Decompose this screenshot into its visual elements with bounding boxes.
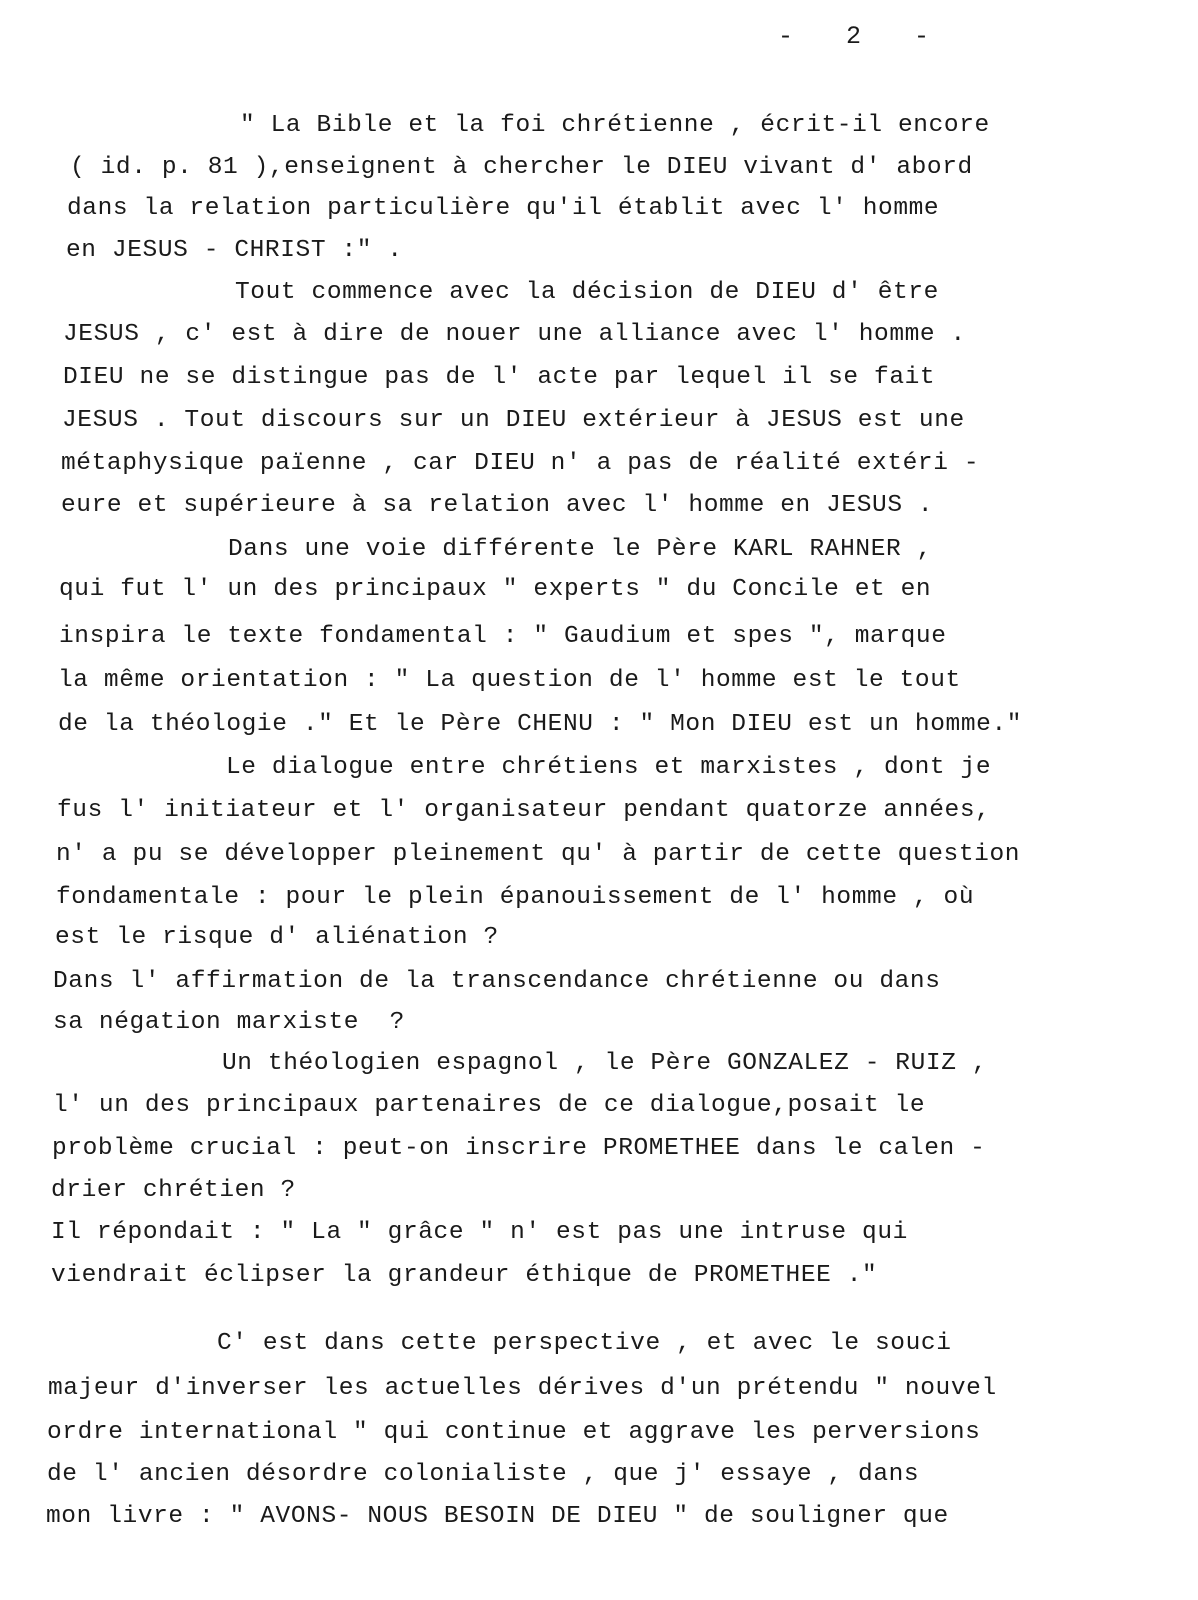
text-line: drier chrétien ? — [51, 1177, 296, 1204]
page-number: - 2 - — [778, 22, 932, 51]
text-line: JESUS , c' est à dire de nouer une alliance avec l' homme . — [63, 321, 966, 348]
text-line: l' un des principaux partenaires de ce dialogue,posait le — [53, 1092, 926, 1119]
text-line: Un théologien espagnol , le Père GONZALEZ - RUIZ , — [222, 1050, 988, 1077]
text-line: DIEU ne se distingue pas de l' acte par lequel il se fait — [63, 364, 936, 391]
text-line: JESUS . Tout discours sur un DIEU extérieur à JESUS est une — [62, 407, 965, 434]
text-line: qui fut l' un des principaux " experts " du Concile et en — [59, 576, 932, 603]
text-line: ordre international " qui continue et aggrave les perversions — [47, 1419, 981, 1446]
text-line: est le risque d' aliénation ? — [55, 924, 499, 951]
text-line: dans la relation particulière qu'il établit avec l' homme — [67, 195, 940, 222]
text-line: problème crucial : peut-on inscrire PROMETHEE dans le calen - — [52, 1135, 986, 1162]
text-line: inspira le texte fondamental : " Gaudium et spes ", marque — [59, 623, 947, 650]
text-line: la même orientation : " La question de l' homme est le tout — [58, 667, 961, 694]
text-line: viendrait éclipser la grandeur éthique de PROMETHEE ." — [51, 1262, 878, 1289]
text-line: majeur d'inverser les actuelles dérives d'un prétendu " nouvel — [48, 1375, 997, 1402]
text-line: métaphysique païenne , car DIEU n' a pas de réalité extéri - — [61, 450, 980, 477]
text-line: de l' ancien désordre colonialiste , que j' essaye , dans — [47, 1461, 920, 1488]
text-line: Dans une voie différente le Père KARL RAHNER , — [228, 536, 932, 563]
text-line: en JESUS - CHRIST :" . — [66, 237, 403, 264]
text-line: mon livre : " AVONS- NOUS BESOIN DE DIEU " de souligner que — [46, 1503, 949, 1530]
text-line: fondamentale : pour le plein épanouissement de l' homme , où — [56, 884, 975, 911]
text-line: ( id. p. 81 ),enseignent à chercher le DIEU vivant d' abord — [70, 154, 973, 181]
text-line: n' a pu se développer pleinement qu' à partir de cette question — [56, 841, 1021, 868]
text-line: de la théologie ." Et le Père CHENU : " Mon DIEU est un homme." — [58, 711, 1023, 738]
text-line: " La Bible et la foi chrétienne , écrit-il encore — [240, 112, 990, 139]
text-line: fus l' initiateur et l' organisateur pendant quatorze années, — [57, 797, 991, 824]
text-line: eure et supérieure à sa relation avec l' homme en JESUS . — [61, 492, 934, 519]
text-line: Le dialogue entre chrétiens et marxistes , dont je — [226, 754, 992, 781]
text-line: Dans l' affirmation de la transcendance chrétienne ou dans — [53, 968, 941, 995]
text-line: C' est dans cette perspective , et avec le souci — [217, 1330, 952, 1357]
text-line: Tout commence avec la décision de DIEU d' être — [235, 279, 939, 306]
text-line: sa négation marxiste ? — [53, 1009, 405, 1036]
text-line: Il répondait : " La " grâce " n' est pas une intruse qui — [51, 1219, 908, 1246]
